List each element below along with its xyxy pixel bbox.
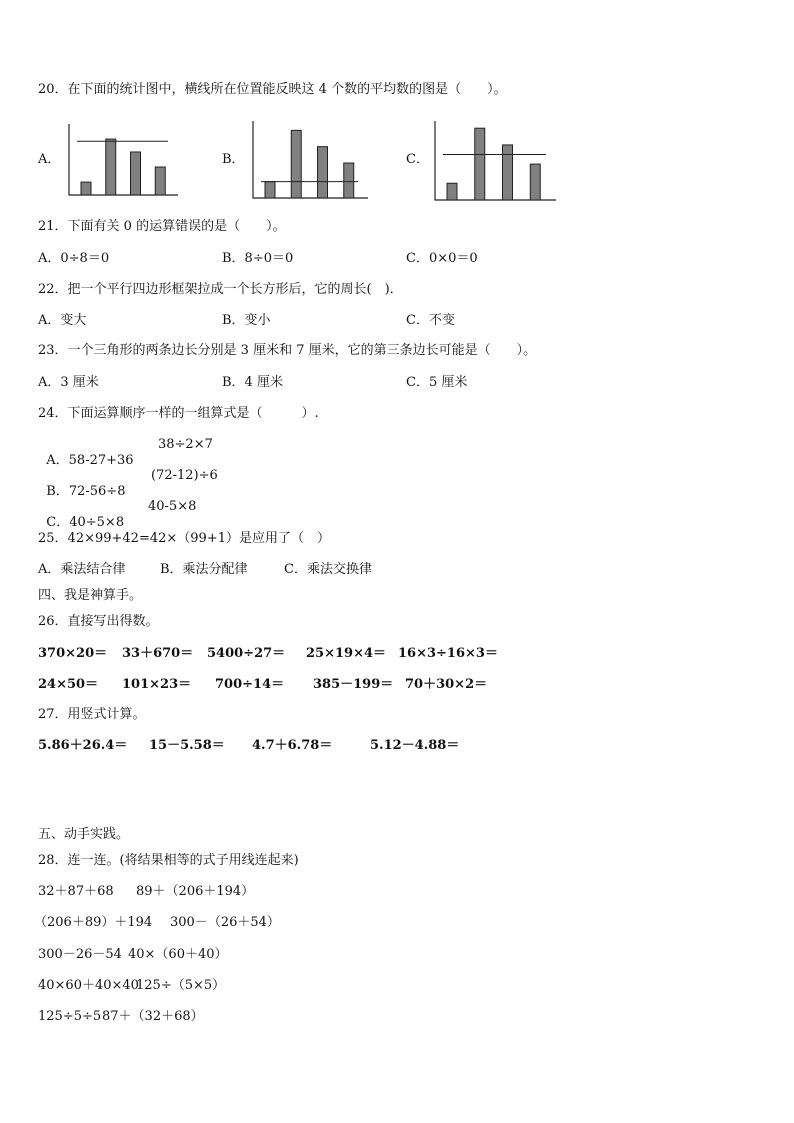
chart-bar [318, 147, 328, 198]
q25-option-c[interactable]: C．乘法交换律 [284, 562, 372, 577]
q25-option-a[interactable]: A．乘法结合律 [38, 562, 126, 577]
q26-item: 24×50＝ [38, 677, 99, 692]
q24-stem: 24．下面运算顺序一样的一组算式是（ ）. [38, 406, 319, 421]
chart-bar [503, 145, 513, 200]
q24-option-b[interactable] [38, 468, 125, 500]
q24-option-b-label: B． [46, 484, 69, 499]
q22-option-c[interactable]: C．不变 [406, 313, 455, 328]
q23-stem: 23．一个三角形的两条边长分别是 3 厘米和 7 厘米，它的第三条边长可能是（ ）。 [38, 343, 537, 358]
q23-option-a[interactable]: A．3 厘米 [38, 375, 99, 390]
q28-right-expr[interactable]: 87＋（32＋68） [102, 1009, 204, 1024]
chart-bar [291, 130, 301, 198]
q25-option-b[interactable]: B．乘法分配律 [160, 562, 248, 577]
q20-option-b-chart[interactable] [250, 117, 370, 201]
q26-item: 370×20＝ [38, 646, 108, 661]
q24-option-a-label: A． [46, 453, 69, 468]
q20-option-b-label[interactable]: B． [222, 152, 245, 167]
q23-option-b[interactable]: B．4 厘米 [222, 375, 283, 390]
chart-bar [131, 152, 141, 195]
q24-option-c-expr1: 40÷5×8 [69, 515, 125, 530]
q24-option-a[interactable] [38, 437, 134, 469]
chart-bar [81, 182, 91, 195]
q20-chart-b-svg [250, 117, 370, 201]
q26-stem: 26．直接写出得数。 [38, 614, 159, 629]
q28-left-expr[interactable]: 300－26－54 [38, 947, 122, 962]
q28-right-expr[interactable]: 40×（60＋40） [128, 947, 228, 962]
q28-right-expr[interactable]: 300－（26＋54） [170, 915, 280, 930]
chart-bar [265, 182, 275, 198]
q27-item: 5.12－4.88＝ [370, 738, 460, 753]
q28-left-expr[interactable]: 40×60＋40×40 [38, 978, 139, 993]
q24-option-b-expr2: (72-12)÷6 [151, 468, 218, 483]
q20-option-c-label[interactable]: C． [406, 152, 429, 167]
q24-option-a-expr2: 38÷2×7 [158, 437, 213, 452]
q26-item: 101×23＝ [122, 677, 192, 692]
q20-stem: 20．在下面的统计图中，横线所在位置能反映这 4 个数的平均数的图是（ ）。 [38, 82, 507, 97]
q22-option-b[interactable]: B．变小 [222, 313, 271, 328]
q24-option-c[interactable] [38, 499, 124, 531]
q27-stem: 27．用竖式计算。 [38, 707, 146, 722]
q25-stem: 25．42×99+42=42×（99+1）是应用了（ ） [38, 531, 330, 546]
chart-bar [530, 164, 540, 200]
q20-option-a-chart[interactable] [66, 120, 180, 198]
q26-item: 16×3÷16×3＝ [398, 646, 498, 661]
q21-stem: 21．下面有关 0 的运算错误的是（ ）。 [38, 219, 286, 234]
section-5-heading: 五、动手实践。 [38, 827, 130, 842]
q24-option-c-label: C． [46, 515, 70, 530]
q26-item: 25×19×4＝ [306, 646, 387, 661]
q27-item: 5.86＋26.4＝ [38, 738, 128, 753]
chart-bar [475, 128, 485, 200]
q21-option-b[interactable]: B．8÷0＝0 [222, 251, 294, 266]
q27-item: 4.7＋6.78＝ [252, 738, 333, 753]
q20-option-a-label[interactable]: A． [38, 152, 61, 167]
q20-option-c-chart[interactable] [432, 117, 558, 203]
q28-left-expr[interactable]: （206＋89）＋194 [34, 915, 153, 930]
q21-option-c[interactable]: C．0×0＝0 [406, 251, 478, 266]
q21-option-a[interactable]: A．0÷8＝0 [38, 251, 110, 266]
q22-option-a[interactable]: A．变大 [38, 313, 87, 328]
chart-bar [155, 167, 165, 195]
q28-right-expr[interactable]: 89＋（206＋194） [136, 884, 255, 899]
q28-right-expr[interactable]: 125÷（5×5） [136, 978, 226, 993]
chart-bar [106, 139, 116, 195]
chart-bar [344, 163, 354, 198]
q24-option-c-expr2: 40-5×8 [148, 499, 197, 514]
q23-option-c[interactable]: C．5 厘米 [406, 375, 468, 390]
section-4-heading: 四、我是神算手。 [38, 588, 143, 603]
q28-left-expr[interactable]: 125÷5÷5 [38, 1009, 102, 1024]
q24-option-a-expr1: 58-27+36 [68, 453, 134, 468]
chart-bar [447, 183, 457, 200]
q26-item: 700÷14＝ [215, 677, 285, 692]
q27-item: 15－5.58＝ [149, 738, 225, 753]
q26-item: 33＋670＝ [122, 646, 194, 661]
q26-item: 5400÷27＝ [207, 646, 286, 661]
q22-stem: 22．把一个平行四边形框架拉成一个长方形后，它的周长( )． [38, 282, 403, 297]
q20-chart-c-svg [432, 117, 558, 203]
q28-left-expr[interactable]: 32＋87＋68 [38, 884, 114, 899]
q26-item: 385－199＝ [313, 677, 394, 692]
q26-item: 70＋30×2＝ [405, 677, 488, 692]
q28-stem: 28．连一连。(将结果相等的式子用线连起来) [38, 853, 299, 868]
q20-chart-a-svg [66, 120, 180, 198]
q24-option-b-expr1: 72-56÷8 [68, 484, 126, 499]
